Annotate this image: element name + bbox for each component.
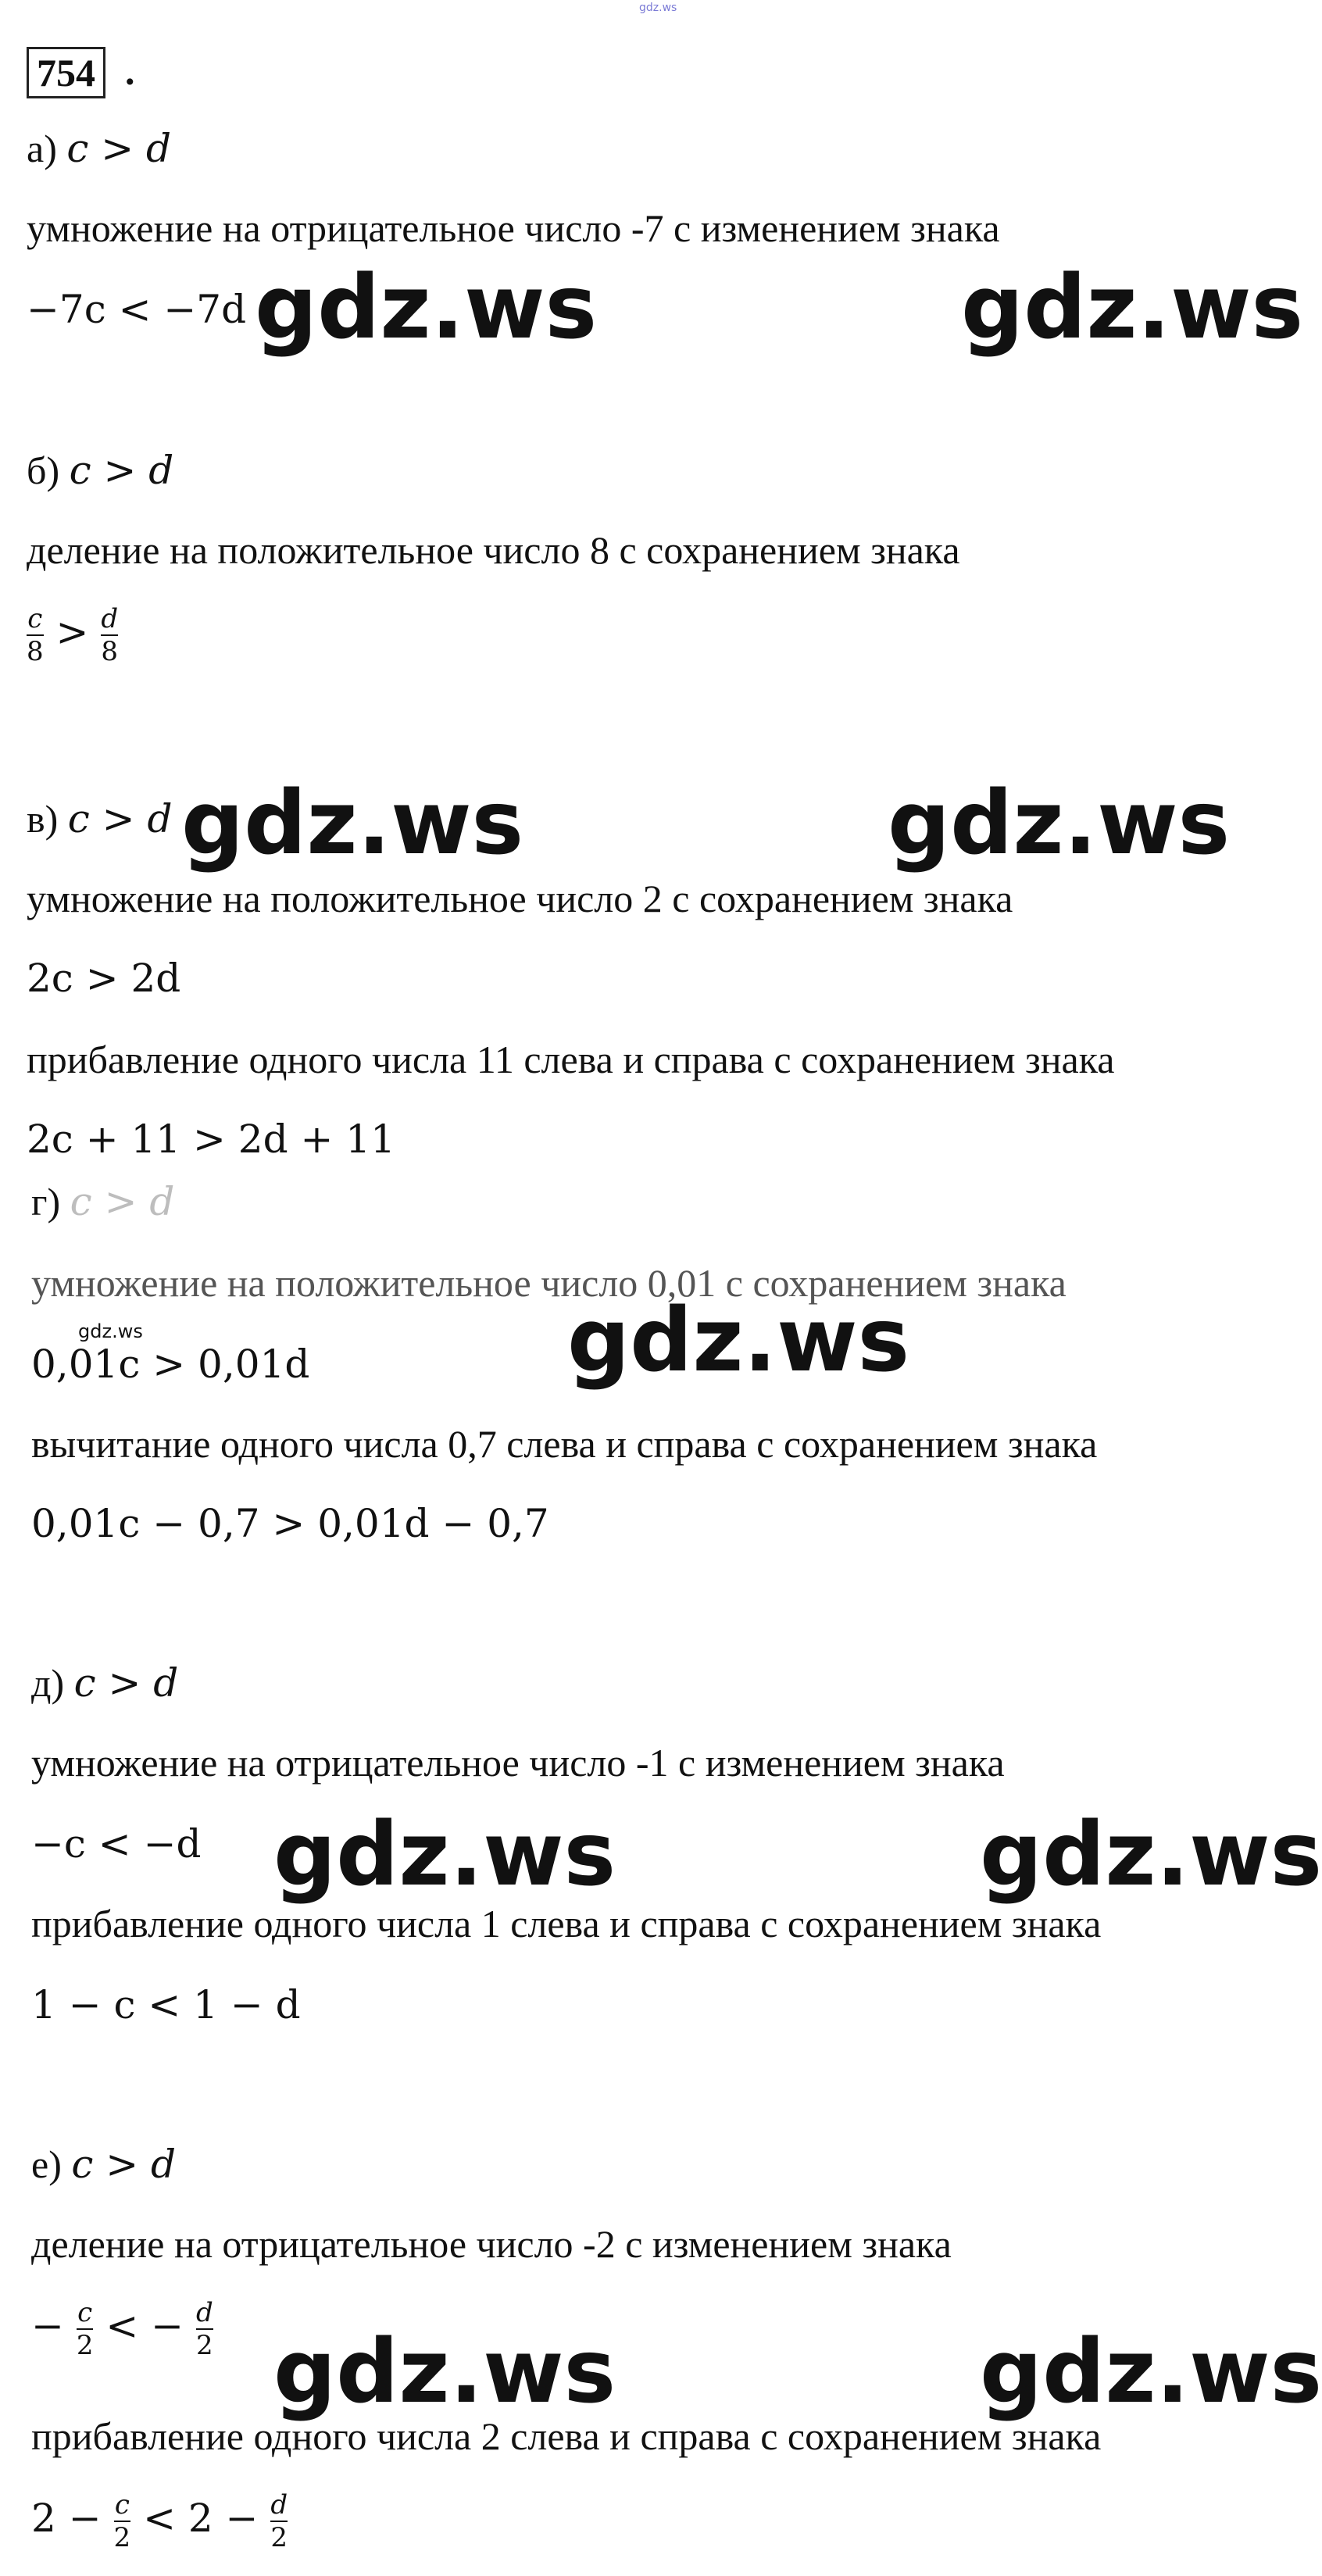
part-e-header (31, 2141, 176, 2188)
part-e-result2 (31, 2489, 288, 2553)
fraction-d-over-2: $\frac{d}{2}$ (195, 2297, 213, 2361)
part-e-result1 (31, 2297, 213, 2361)
watermark-4: gdz.ws (888, 773, 1231, 874)
watermark-8: gdz.ws (273, 2321, 616, 2423)
watermark-small: gdz.ws (78, 1320, 143, 1342)
part-a-label: а) (27, 127, 57, 170)
part-g-label: г) (31, 1180, 61, 1224)
part-e-label: е) (31, 2142, 62, 2186)
watermark-7: gdz.ws (980, 1804, 1322, 1906)
part-d-step1: умножение на отрицательное число -1 с изменением знака (31, 1741, 1005, 1785)
part-b-result1 (27, 603, 118, 667)
part-e-res1-pre: − (31, 2303, 64, 2349)
part-a-step1: умножение на отрицательное число -7 с изменением знака (27, 206, 1000, 250)
watermark-9: gdz.ws (980, 2321, 1322, 2423)
fraction-d-over-8: $\frac{d}{8}$ (101, 603, 119, 667)
watermark-3: gdz.ws (181, 773, 524, 874)
part-v-step2: прибавление одного числа 11 слева и справа с сохранением знака (27, 1038, 1115, 1081)
top-watermark: gdz.ws (639, 2, 677, 14)
part-e-given: c > d (71, 2142, 177, 2187)
part-g-step2: вычитание одного числа 0,7 слева и справа с сохранением знака (31, 1422, 1098, 1466)
part-v-step1: умножение на положительное число 2 с сохранением знака (27, 877, 1013, 920)
fraction-c-over-2-b: $\frac{c}{2}$ (113, 2489, 131, 2553)
part-d-header (31, 1660, 178, 1706)
part-g-result1: 0,01c > 0,01d (31, 1342, 310, 1387)
fraction-d-over-2-b: $\frac{d}{2}$ (270, 2489, 288, 2553)
task-number-value: 754 (37, 51, 95, 95)
part-e-res2-op: < 2 − (143, 2496, 259, 2541)
part-v-given: c > d (67, 796, 173, 841)
part-e-step1: деление на отрицательное число -2 с изменением знака (31, 2222, 952, 2266)
watermark-2: gdz.ws (961, 257, 1304, 359)
part-b-given: c > d (69, 448, 174, 493)
part-g-result2: 0,01c − 0,7 > 0,01d − 0,7 (31, 1501, 549, 1546)
part-d-result1: −c < −d (31, 1821, 202, 1867)
part-v-header (27, 795, 172, 842)
part-g-given: c > d (70, 1179, 175, 1224)
part-d-result2: 1 − c < 1 − d (31, 1982, 301, 2028)
part-v-result1: 2c > 2d (27, 956, 181, 1001)
task-number-dot: . (125, 49, 135, 93)
part-b-label: б) (27, 448, 60, 492)
part-b-op: > (55, 609, 89, 655)
part-b-step1: деление на положительное число 8 с сохранением знака (27, 528, 960, 572)
watermark-5: gdz.ws (567, 1290, 910, 1392)
watermark-6: gdz.ws (273, 1804, 616, 1906)
task-number (27, 47, 105, 98)
part-a-header (27, 125, 171, 172)
part-e-step2: прибавление одного числа 2 слева и справа с сохранением знака (31, 2414, 1102, 2458)
part-v-result2: 2c + 11 > 2d + 11 (27, 1117, 395, 1162)
fraction-c-over-8: $\frac{c}{8}$ (27, 603, 44, 667)
fraction-c-over-2: $\frac{c}{2}$ (76, 2297, 94, 2361)
part-g-step1: умножение на положительное число 0,01 с сохранением знака (31, 1261, 1067, 1305)
part-b-header (27, 447, 173, 494)
part-e-res2-pre: 2 − (31, 2496, 102, 2541)
part-d-given: c > d (73, 1660, 179, 1706)
watermark-1: gdz.ws (255, 257, 598, 359)
part-d-step2: прибавление одного числа 1 слева и справа с сохранением знака (31, 1902, 1102, 1945)
part-a-given: c > d (66, 126, 172, 171)
part-g-header (31, 1178, 174, 1225)
part-e-res1-op: < − (105, 2303, 184, 2349)
part-d-label: д) (31, 1661, 65, 1705)
part-a-result1: −7c < −7d (27, 287, 247, 332)
part-v-label: в) (27, 797, 59, 841)
